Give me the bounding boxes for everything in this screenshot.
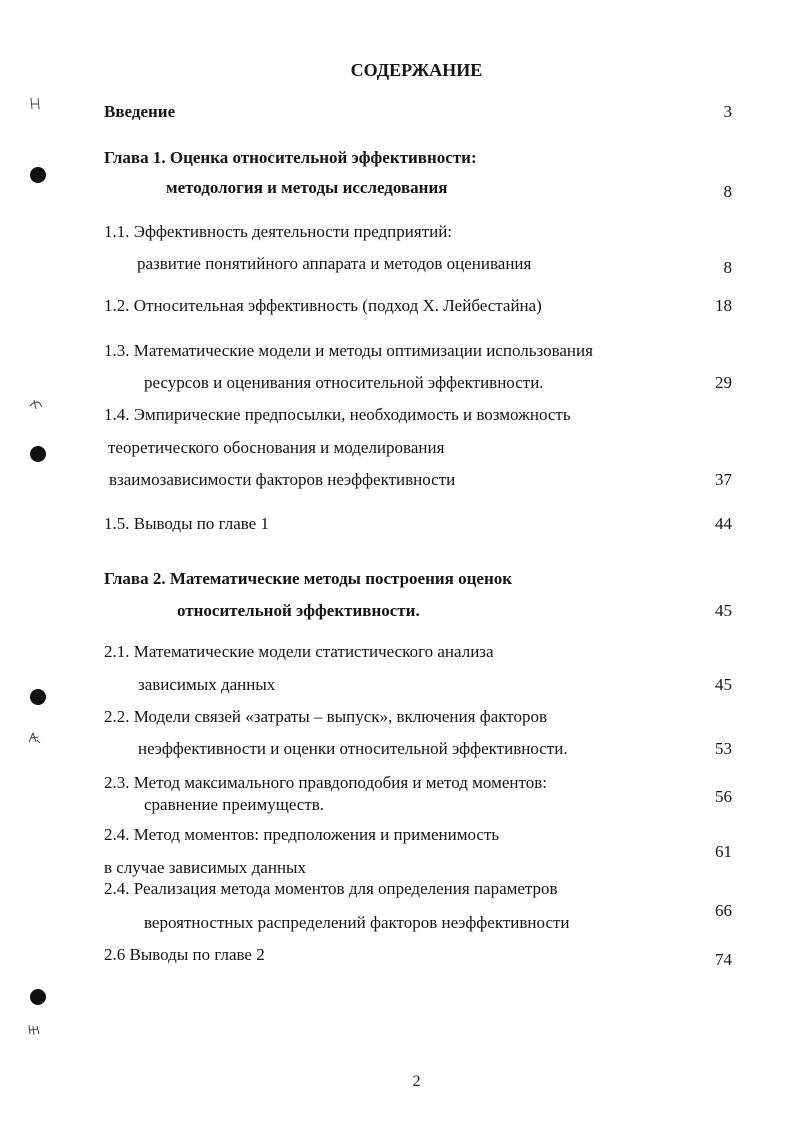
toc-s1-3-line2: ресурсов и оценивания относительной эффективности. <box>144 373 544 392</box>
toc-s2-4a-line2: в случае зависимых данных <box>104 858 306 877</box>
toc-s1-2-page: 18 <box>715 296 732 315</box>
toc-s1-3-page: 29 <box>715 373 732 392</box>
toc-chapter2-page: 45 <box>715 601 732 620</box>
toc-s2-2-page: 53 <box>715 739 732 758</box>
page-title: СОДЕРЖАНИЕ <box>350 60 483 80</box>
binder-hole-dot <box>30 446 46 462</box>
toc-s2-4a-page: 61 <box>715 842 732 861</box>
toc-s2-3-line1: 2.3. Метод максимального правдоподобия и метод моментов: <box>104 773 547 792</box>
toc-s1-1-page: 8 <box>723 258 732 277</box>
page-number: 2 <box>412 1073 421 1090</box>
scan-artifact-mark <box>28 397 44 411</box>
binder-hole-dot <box>30 689 46 705</box>
toc-chapter1-line2: методология и методы исследования <box>166 178 448 197</box>
toc-s2-4b-page: 66 <box>715 901 732 920</box>
toc-s2-2-line2: неэффективности и оценки относительной эффективности. <box>138 739 568 758</box>
toc-intro-page: 3 <box>723 102 732 121</box>
toc-chapter1-page: 8 <box>723 182 732 201</box>
toc-s1-5-line1: 1.5. Выводы по главе 1 <box>104 514 269 533</box>
toc-s2-2-line1: 2.2. Модели связей «затраты – выпуск», включения факторов <box>104 707 548 726</box>
toc-s2-1-line1: 2.1. Математические модели статистического анализа <box>104 642 494 661</box>
toc-s1-1-line1: 1.1. Эффективность деятельности предприятий: <box>104 222 453 241</box>
toc-s2-6-page: 74 <box>715 950 732 969</box>
toc-s2-4a-line1: 2.4. Метод моментов: предположения и применимость <box>104 825 500 844</box>
toc-s2-4b-line1: 2.4. Реализация метода моментов для определения параметров <box>104 879 558 898</box>
toc-s2-6-line1: 2.6 Выводы по главе 2 <box>104 945 265 964</box>
toc-s2-3-line2: сравнение преимуществ. <box>144 795 325 814</box>
toc-s2-1-page: 45 <box>715 675 732 694</box>
toc-chapter2-line2: относительной эффективности. <box>177 601 420 620</box>
toc-s1-4-line3: взаимозависимости факторов неэффективности <box>109 470 456 489</box>
toc-s1-2-line1: 1.2. Относительная эффективность (подход Х. Лейбестайна) <box>104 296 542 315</box>
toc-s1-4-line2: теоретического обоснования и моделирования <box>108 438 445 457</box>
toc-s1-5-page: 44 <box>715 514 732 533</box>
scan-artifact-mark <box>26 1022 42 1038</box>
binder-hole-dot <box>30 167 46 183</box>
toc-chapter1-line1: Глава 1. Оценка относительной эффективности: <box>104 148 477 167</box>
toc-s2-3-page: 56 <box>715 787 732 806</box>
toc-s1-3-line1: 1.3. Математические модели и методы оптимизации использования <box>104 341 593 360</box>
toc-s1-4-line1: 1.4. Эмпирические предпосылки, необходимость и возможность <box>104 405 571 424</box>
toc-s1-4-page: 37 <box>715 470 732 489</box>
scan-artifact-mark <box>26 730 42 746</box>
scan-artifact-mark <box>28 96 42 112</box>
toc-s2-1-line2: зависимых данных <box>138 675 276 694</box>
toc-s2-4b-line2: вероятностных распределений факторов неэффективности <box>144 913 570 932</box>
toc-intro-label: Введение <box>104 102 176 121</box>
binder-hole-dot <box>30 989 46 1005</box>
toc-s1-1-line2: развитие понятийного аппарата и методов оценивания <box>137 254 532 273</box>
toc-chapter2-line1: Глава 2. Математические методы построения оценок <box>104 569 513 588</box>
